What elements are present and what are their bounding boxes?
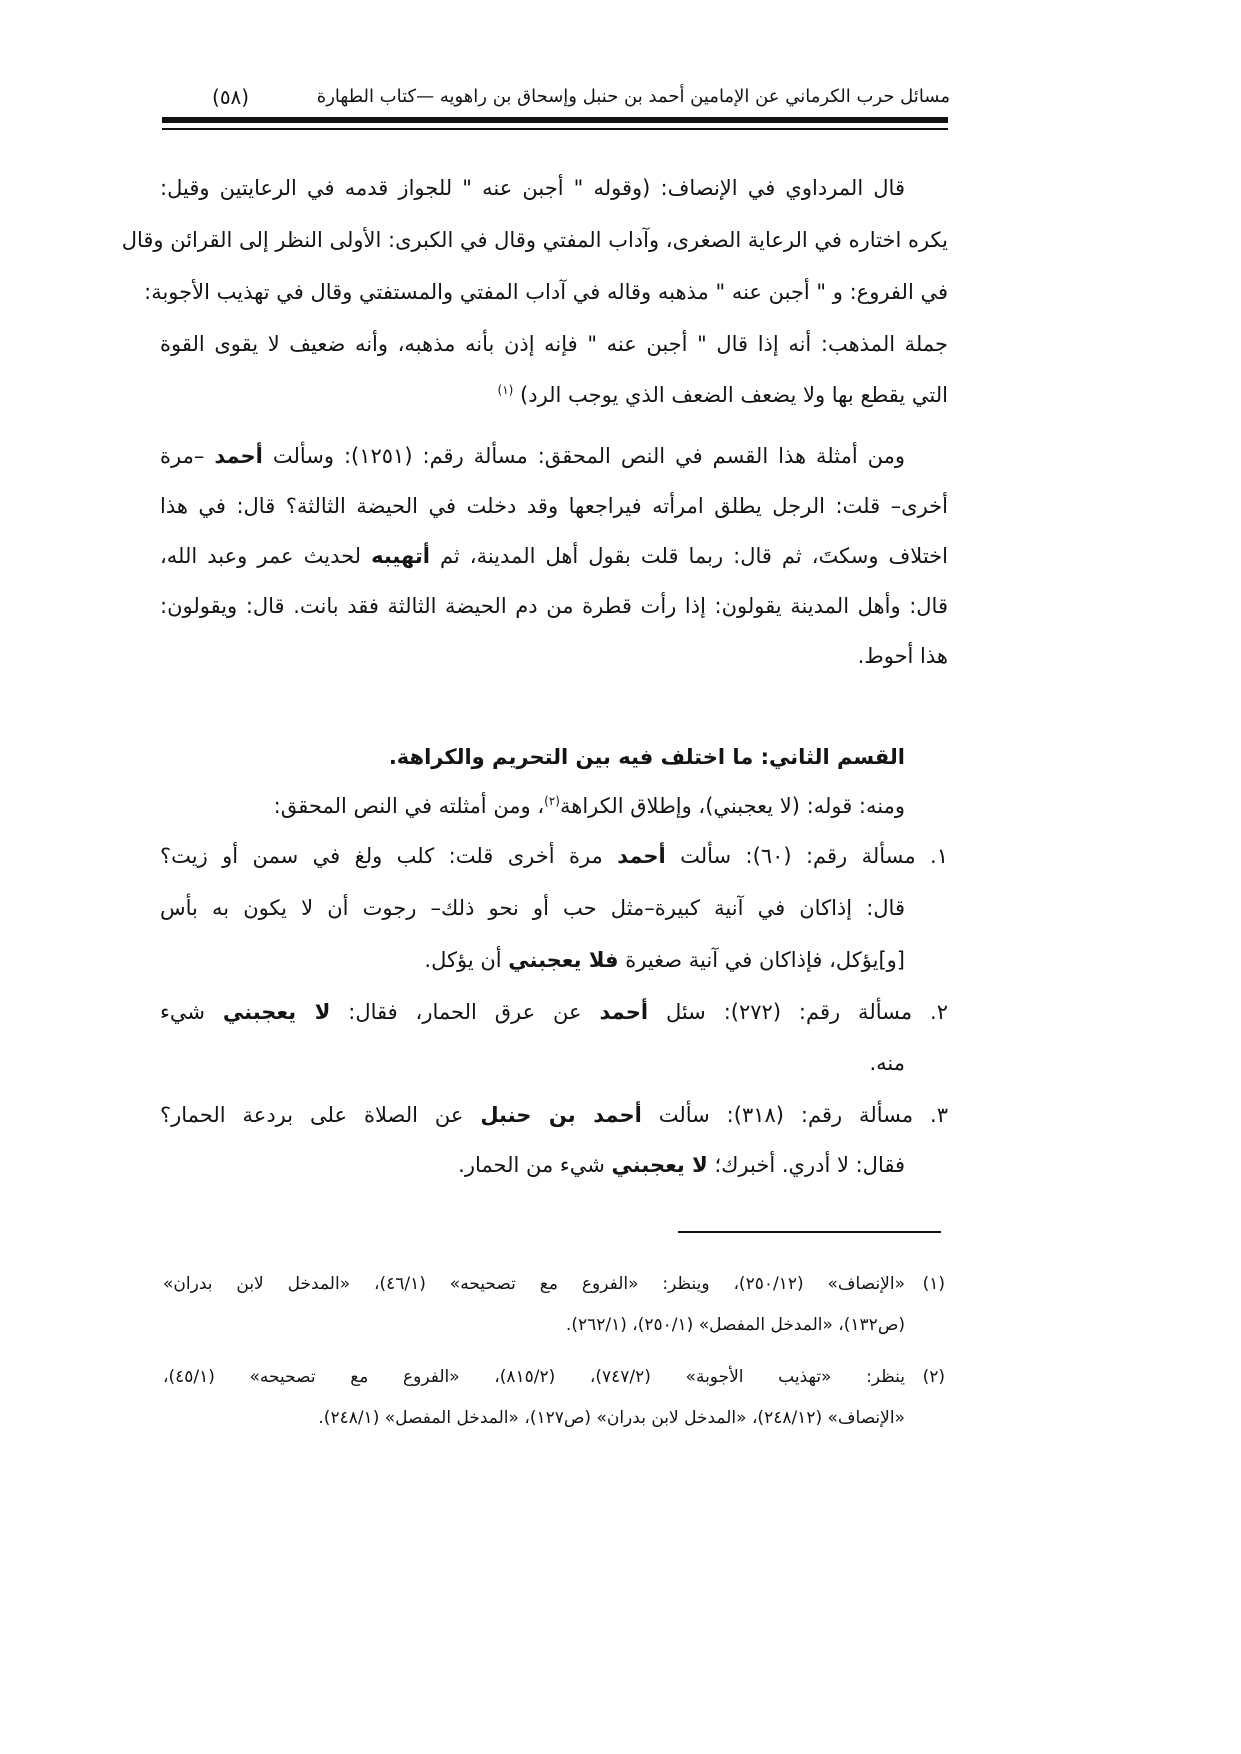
line-text: شيء xyxy=(160,1000,223,1024)
line-text: منه. xyxy=(869,1051,905,1075)
footnote-ref-2: (٢) xyxy=(544,794,560,808)
footnote-ref-1: (١) xyxy=(497,383,514,397)
line-text: عن عرق الحمار، فقال: xyxy=(330,1000,600,1024)
paragraph-line xyxy=(144,267,948,317)
list-item-line xyxy=(160,935,905,985)
header-rule-thick xyxy=(162,117,948,123)
paragraph-line xyxy=(160,531,948,581)
line-text: اختلاف وسكتَ، ثم قال: ربما قلت بقول أهل المدينة، ثم xyxy=(429,544,948,568)
list-item-line xyxy=(160,883,905,933)
line-text: (ص١٣٢)، «المدخل المفصل» (٢٥٠/١)، (٢٦٢/١). xyxy=(565,1315,905,1335)
list-item-line xyxy=(160,1140,905,1190)
line-text: فقال: لا أدري. أخبرك؛ xyxy=(707,1153,905,1177)
line-text: مسألة رقم: (٣١٨): سألت xyxy=(641,1103,931,1127)
footnote-line xyxy=(163,1357,905,1397)
list-number: ٢. xyxy=(930,1000,948,1024)
header-rule-thin xyxy=(162,128,948,130)
line-text: قال: إذاكان في آنية كبيرة–مثل حب أو نحو ذلك– رجوت أن لا يكون به بأس xyxy=(160,896,905,920)
paragraph-line xyxy=(160,581,948,631)
line-text: ومن أمثلة هذا القسم في النص المحقق: مسألة رقم: (١٢٥١): وسألت xyxy=(262,444,905,468)
footnote-marker: (٢) xyxy=(922,1367,945,1387)
heading-text: القسم الثاني: ما اختلف فيه بين التحريم والكراهة. xyxy=(388,745,905,769)
footnote-line xyxy=(163,1305,905,1345)
line-text: أخرى– قلت: الرجل يطلق امرأته فيراجعها وقد دخلت في الحيضة الثالثة؟ قال: في هذا xyxy=(160,494,948,518)
line-text: [و]يؤكل، فإذاكان في آنية صغيرة xyxy=(618,948,905,972)
section-heading-2 xyxy=(160,732,905,782)
line-text: مرة أخرى قلت: كلب ولغ في سمن أو زيت؟ xyxy=(160,844,618,868)
footnote-line xyxy=(163,1398,905,1438)
list-item-line xyxy=(160,1038,905,1088)
bold-term: لا يعجبني xyxy=(222,1000,331,1024)
line-text: لحديث عمر وعبد الله، xyxy=(160,544,372,568)
line-text: ينظر: «تهذيب الأجوبة» (٧٤٧/٢)، (٨١٥/٢)، «الفروع مع تصحيحه» (٤٥/١)، xyxy=(163,1367,906,1387)
running-header-title: مسائل حرب الكرماني عن الإمامين أحمد بن حنبل وإسحاق بن راهويه —كتاب الطهارة xyxy=(316,86,950,107)
line-text: مسألة رقم: (٢٧٢): سئل xyxy=(648,1000,931,1024)
paragraph-line xyxy=(121,215,948,265)
line-text: عن الصلاة على بردعة الحمار؟ xyxy=(160,1103,481,1127)
list-item-line xyxy=(160,987,948,1037)
line-text: ومنه: قوله: (لا يعجبني)، وإطلاق الكراهة xyxy=(559,794,905,818)
page-number: (٥٨) xyxy=(212,85,250,109)
paragraph-line xyxy=(160,481,948,531)
bold-term: أتهيبه xyxy=(371,544,430,568)
line-text: شيء من الحمار. xyxy=(458,1153,612,1177)
bold-name: أحمد xyxy=(599,1000,649,1024)
line-text: في الفروع: و " أجبن عنه " مذهبه وقاله في آداب المفتي والمستفتي وقال في تهذيب الأجوبة: xyxy=(144,280,948,304)
footnote-separator xyxy=(678,1231,941,1233)
bold-term: لا يعجبني xyxy=(611,1153,708,1177)
footnote-line xyxy=(163,1264,905,1304)
line-text: مسألة رقم: (٦٠): سألت xyxy=(665,844,931,868)
line-text: أن يؤكل. xyxy=(424,948,509,972)
bold-name: أحمد بن حنبل xyxy=(480,1103,642,1127)
bold-term: فلا يعجبني xyxy=(508,948,619,972)
line-text: قال: وأهل المدينة يقولون: إذا رأت قطرة من دم الحيضة الثالثة فقد بانت. قال: ويقولون: xyxy=(160,594,948,618)
list-item-line xyxy=(160,831,948,881)
line-text: يكره اختاره في الرعاية الصغرى، وآداب المفتي وقال في الكبرى: الأولى النظر إلى القرائن وقال xyxy=(121,228,948,252)
line-text: –مرة xyxy=(160,444,215,468)
line-text: «الإنصاف» (٢٥٠/١٢)، وينظر: «الفروع مع تصحيحه» (٤٦/١)، «المدخل لابن بدران» xyxy=(163,1274,905,1294)
footnote-marker: (١) xyxy=(922,1274,945,1294)
paragraph-line xyxy=(160,431,905,481)
bold-name: أحمد xyxy=(617,844,666,868)
paragraph-line xyxy=(160,163,905,213)
line-text: جملة المذهب: أنه إذا قال " أجبن عنه " فإنه إذن بأنه مذهبه، وأنه ضعيف لا يقوى القوة xyxy=(160,332,948,356)
line-text: «الإنصاف» (٢٤٨/١٢)، «المدخل لابن بدران» (ص١٢٧)، «المدخل المفصل» (٢٤٨/١). xyxy=(318,1408,905,1428)
list-number: ١. xyxy=(930,844,948,868)
line-text: هذا أحوط. xyxy=(857,644,948,668)
paragraph-line xyxy=(160,631,948,681)
list-item-line xyxy=(160,1090,948,1140)
line-text: ، ومن أمثلته في النص المحقق: xyxy=(273,794,545,818)
line-text: قال المرداوي في الإنصاف: (وقوله " أجبن عنه " للجواز قدمه في الرعايتين وقيل: xyxy=(160,176,905,200)
list-number: ٣. xyxy=(930,1103,948,1127)
paragraph-line xyxy=(160,319,948,369)
paragraph-line xyxy=(160,370,948,420)
bold-name: أحمد xyxy=(214,444,263,468)
line-text: التي يقطع بها ولا يضعف الضعف الذي يوجب الرد) xyxy=(513,383,948,407)
section-intro xyxy=(160,781,905,831)
